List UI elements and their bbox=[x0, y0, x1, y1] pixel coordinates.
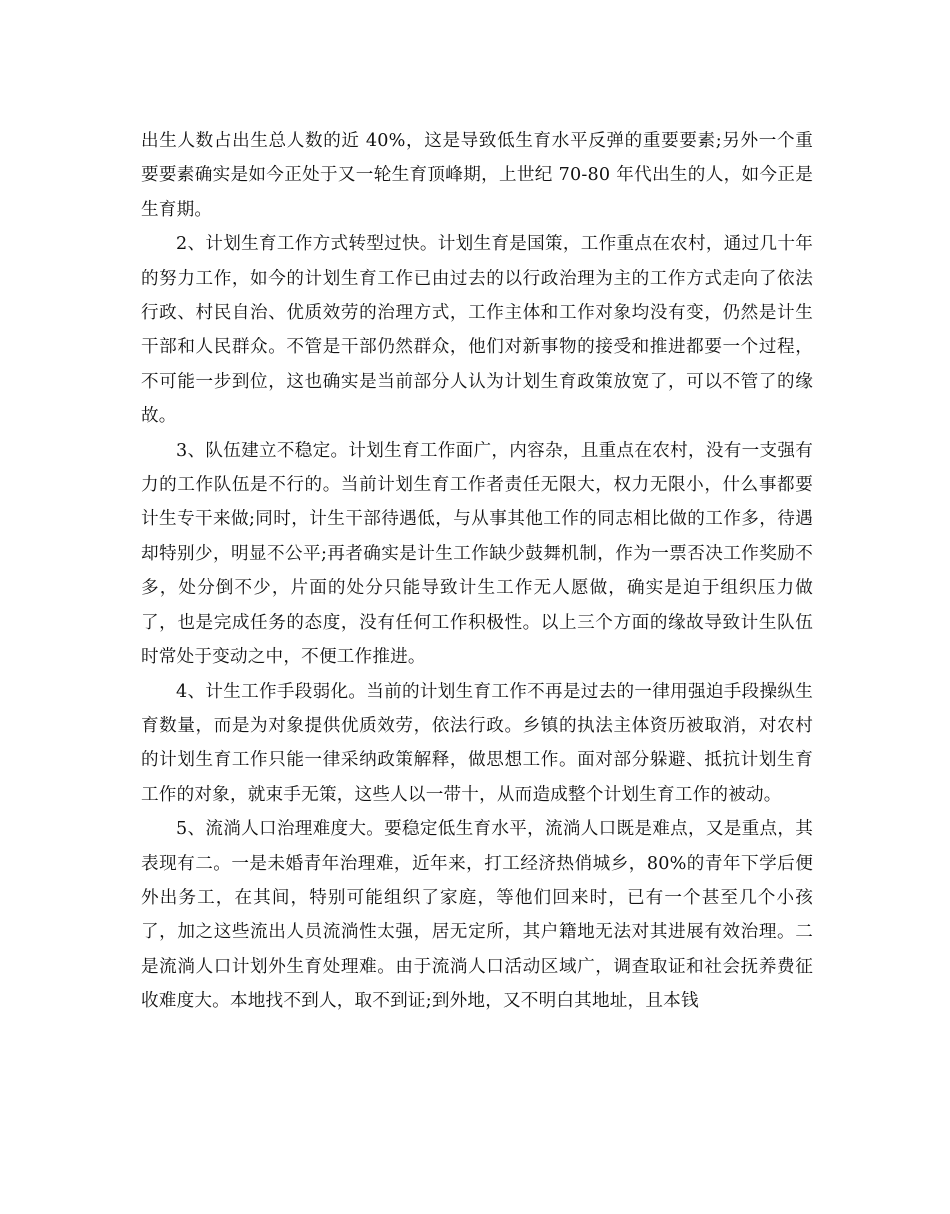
paragraph-point-5: 5、流淌人口治理难度大。要稳定低生育水平，流淌人口既是难点，又是重点，其表现有二。一是未婚青年治理难，近年来，打工经济热俏城乡，80%的青年下学后便外出务工，在其间，特别可能组织了家庭，等他们回来时，已有一个甚至几个小孩了，加之这些流出人员流淌性太强，居无定所，其户籍地无法对其进展有效治理。二是流淌人口计划外生育处理难。由于流淌人口活动区域广，调查取证和社会抚养费征收难度大。本地找不到人，取不到证;到外地，又不明白其地址，且本钱 bbox=[141, 819, 813, 1012]
paragraph-continuation: 出生人数占出生总人数的近 40%，这是导致低生育水平反弹的重要要素;另外一个重要要素确实是如今正处于又一轮生育顶峰期，上世纪 70-80 年代出生的人，如今正是生育期。 bbox=[141, 131, 813, 220]
paragraph-point-2: 2、计划生育工作方式转型过快。计划生育是国策，工作重点在农村，通过几十年的努力工作，如今的计划生育工作已由过去的以行政治理为主的工作方式走向了依法行政、村民自治、优质效劳的治理方式，工作主体和工作对象均没有变，仍然是计生干部和人民群众。不管是干部仍然群众，他们对新事物的接受和推进都要一个过程，不可能一步到位，这也确实是当前部分人认为计划生育政策放宽了，可以不管了的缘故。 bbox=[141, 234, 813, 427]
paragraph-point-3: 3、队伍建立不稳定。计划生育工作面广，内容杂，且重点在农村，没有一支强有力的工作队伍是不行的。当前计划生育工作者责任无限大，权力无限小，什么事都要计生专干来做;同时，计生干部待遇低，与从事其他工作的同志相比做的工作多，待遇却特别少，明显不公平;再者确实是计生工作缺少鼓舞机制，作为一票否决工作奖励不多，处分倒不少，片面的处分只能导致计生工作无人愿做，确实是迫于组织压力做了，也是完成任务的态度，没有任何工作积极性。以上三个方面的缘故导致计生队伍时常处于变动之中，不便工作推进。 bbox=[141, 440, 813, 668]
paragraph-point-4: 4、计生工作手段弱化。当前的计划生育工作不再是过去的一律用强迫手段操纵生育数量，而是为对象提供优质效劳，依法行政。乡镇的执法主体资历被取消，对农村的计划生育工作只能一律采纳政策解释，做思想工作。面对部分躲避、抵抗计划生育工作的对象，就束手无策，这些人以一带十，从而造成整个计划生育工作的被动。 bbox=[141, 681, 813, 805]
document-body bbox=[141, 124, 813, 1019]
